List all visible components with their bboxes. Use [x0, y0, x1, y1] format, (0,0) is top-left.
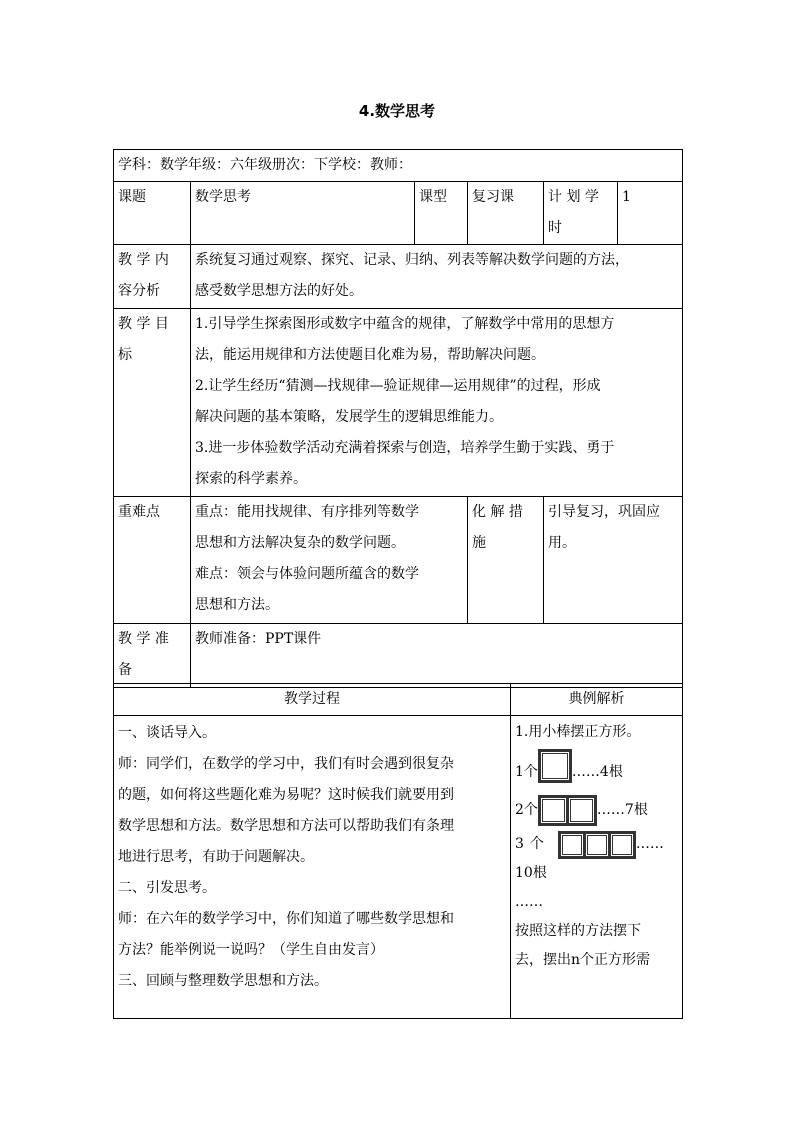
text-line: 感受数学思想方法的好处。 — [195, 283, 363, 299]
square-icon — [583, 831, 611, 859]
text-line: 三、回顾与整理数学思想和方法。 — [118, 973, 328, 989]
text-line: 法，能运用规律和方法使题目化难为易，帮助解决问题。 — [195, 347, 545, 363]
text-line: 的题，如何将这些题化难为易呢？这时候我们就要用到 — [118, 787, 454, 803]
text-line: 引导复习，巩固应 — [548, 504, 660, 520]
label-topic: 课题 — [114, 182, 191, 245]
process-header: 教学过程 — [114, 684, 511, 716]
square-icon — [558, 831, 586, 859]
text-line: 重点：能用找规律、有序排列等数学 — [195, 504, 419, 520]
square-icon — [608, 831, 636, 859]
square-icon — [566, 795, 597, 826]
text-line: 1.引导学生探索图形或数字中蕴含的规律，了解数学中常用的思想方 — [195, 316, 615, 332]
text-line: 方法？能举例说一说吗？（学生自由发言） — [118, 942, 384, 958]
label-hours-line1: 计 划 学 — [548, 189, 599, 205]
meta-row: 学科：数学年级：六年级册次：下学校：教师： — [114, 150, 683, 182]
label-type: 课型 — [415, 182, 468, 245]
text-line: 师：同学们，在数学的学习中，我们有时会遇到很复杂 — [118, 756, 454, 772]
measures — [544, 497, 683, 624]
text-line: 2.让学生经历“猜测—找规律—验证规律—运用规律”的过程，形成 — [195, 378, 601, 394]
objectives — [191, 309, 683, 497]
label-line: 备 — [118, 662, 132, 678]
text-line: 系统复习通过观察、探究、记录、归纳、列表等解决数学问题的方法， — [195, 252, 629, 268]
example-row-2 — [515, 795, 678, 826]
text-line: 去，摆出n个正方形需 — [515, 952, 651, 968]
square-figure-3 — [558, 831, 636, 859]
text-line: 3.进一步体验数学活动充满着探索与创造，培养学生勤于实践、勇于 — [195, 440, 615, 456]
example-row-1 — [515, 755, 678, 789]
preparation: 教师准备：PPT课件 — [191, 624, 683, 688]
text-line: 二、引发思考。 — [118, 880, 216, 896]
text-line: 解决问题的基本策略，发展学生的逻辑思维能力。 — [195, 409, 503, 425]
text-line: 一、谈话导入。 — [118, 725, 216, 741]
label-objectives — [114, 309, 191, 497]
text-line: 数学思想和方法。数学思想和方法可以帮助我们有条理 — [118, 818, 454, 834]
example-content — [511, 716, 683, 1019]
row-count: ……4根 — [571, 763, 623, 780]
content-analysis — [191, 245, 683, 309]
square-figure-1 — [538, 749, 572, 783]
row-label: 3个 — [515, 836, 550, 852]
text-line: 探索的科学素养。 — [195, 471, 307, 487]
label-line: 教 学 目 — [118, 316, 169, 332]
label-line: 教 学 准 — [118, 631, 169, 647]
hours-value: 1 — [618, 182, 683, 245]
ellipsis: …… — [515, 894, 543, 910]
document-title: 4.数学思考 — [358, 102, 436, 120]
square-figure-2 — [538, 795, 597, 826]
example-row-3 — [515, 830, 678, 859]
process-table — [113, 683, 683, 1019]
label-line: 容分析 — [118, 283, 160, 299]
label-line: 标 — [118, 347, 132, 363]
text-line: 地进行思考，有助于问题解决。 — [118, 849, 314, 865]
text-line: 用。 — [548, 535, 576, 551]
text-line: 难点：领会与体验问题所蕴含的数学 — [195, 566, 419, 582]
square-icon — [538, 795, 569, 826]
label-key-points: 重难点 — [114, 497, 191, 624]
text-line: 按照这样的方法摆下 — [515, 923, 641, 939]
key-points — [191, 497, 468, 624]
topic-value: 数学思考 — [191, 182, 415, 245]
text-line: 师：在六年的数学学习中，你们知道了哪些数学思想和 — [118, 911, 454, 927]
process-content — [114, 716, 511, 1019]
label-measures — [468, 497, 544, 624]
label-line: 化 解 措 — [472, 504, 523, 520]
row-count: …… — [635, 836, 664, 852]
label-content-analysis — [114, 245, 191, 309]
row-count: ……7根 — [596, 802, 648, 818]
lesson-plan-table — [113, 149, 683, 688]
text-line: 思想和方法。 — [195, 597, 279, 613]
row-count-cont: 10根 — [515, 865, 547, 881]
example-header: 典例解析 — [511, 684, 683, 716]
type-value: 复习课 — [468, 182, 544, 245]
label-hours-line2: 时 — [548, 220, 562, 236]
text-line: 思想和方法解决复杂的数学问题。 — [195, 535, 405, 551]
square-icon — [538, 749, 572, 783]
label-line: 教 学 内 — [118, 252, 169, 268]
label-hours — [544, 182, 618, 245]
example-intro: 1.用小棒摆正方形。 — [515, 724, 641, 740]
label-line: 施 — [472, 535, 486, 551]
label-preparation — [114, 624, 191, 688]
row-label: 1个 — [515, 763, 538, 780]
row-label: 2个 — [515, 802, 538, 818]
